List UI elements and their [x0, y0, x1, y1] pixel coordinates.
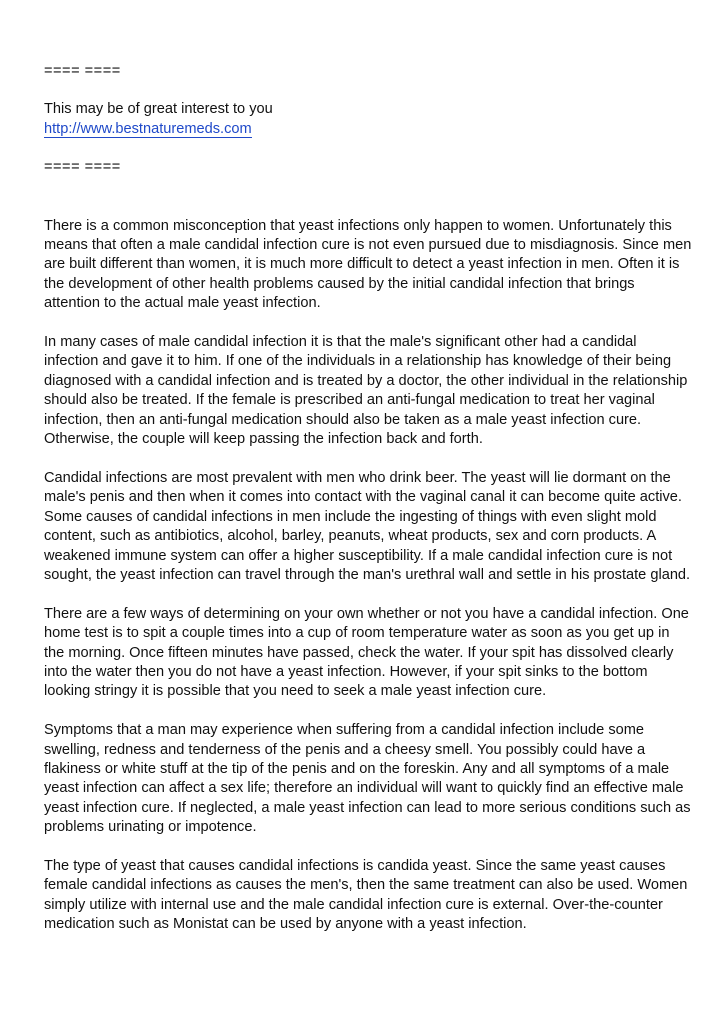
spacer: [44, 139, 692, 158]
document-page: [44, 62, 692, 954]
spacer: [44, 81, 692, 100]
paragraph: Symptoms that a man may experience when suffering from a candidal infection include some swelling, redness and tenderness of the penis and a cheesy smell. You possibly could have a flakiness or white stuff at the tip of the penis and on the foreskin. Any and all symptoms of a male yeast infection can affect a sex life; therefore an individual will want to quickly find an effective male yeast infection cure. If neglected, a male yeast infection can lead to more serious conditions such as problems urinating or impotence.: [44, 722, 691, 836]
article-body: [44, 217, 692, 935]
paragraph: There are a few ways of determining on your own whether or not you have a candidal infection. One home test is to spit a couple times into a cup of room temperature water as soon as you get up in the morning. Once fifteen minutes have passed, check the water. If your spit has dissolved clearly into the water then you do not have a yeast infection. However, if your spit sinks to the bottom looking stringy it is possible that you need to seek a male yeast infection cure.: [44, 605, 689, 700]
separator-top: ==== ====: [44, 63, 121, 79]
paragraph: The type of yeast that causes candidal infections is candida yeast. Since the same yeast causes female candidal infections as causes the men's, then the same treatment can also be used. Women simply utilize with internal use and the male candidal infection cure is external. Over-the-counter medication such as Monistat can be used by anyone with a yeast infection.: [44, 857, 688, 933]
paragraph: In many cases of male candidal infection it is that the male's significant other had a candidal infection and gave it to him. If one of the individuals in a relationship has knowledge of their being diagnosed with a candidal infection and is treated by a doctor, the other individual in the relationship should also be treated. If the female is prescribed an anti-fungal medication to treat her vaginal infection, then an anti-fungal medication should also be taken as a male yeast infection cure. Otherwise, the couple will keep passing the infection back and forth.: [44, 334, 688, 448]
paragraph: Candidal infections are most prevalent with men who drink beer. The yeast will lie dormant on the male's penis and then when it comes into contact with the vaginal canal it can become quite active. Some causes of candidal infections in men include the ingesting of things with even slight mold content, such as antibiotics, alcohol, barley, peanuts, wheat products, sex and corn products. A weakened immune system can offer a higher susceptibility. If a male candidal infection cure is not sought, the yeast infection can travel through the man's urethral wall and settle in his prostate gland.: [44, 469, 691, 583]
spacer: [44, 178, 692, 217]
paragraph: There is a common misconception that yeast infections only happen to women. Unfortunately this means that often a male candidal infection cure is not even pursued due to misdiagnosis. Since men are built different than women, it is much more difficult to detect a yeast infection in men. Often it is the development of other health problems caused by the initial candidal infection that brings attention to the actual male yeast infection.: [44, 217, 692, 312]
link-line: [44, 120, 692, 139]
intro-text: This may be of great interest to you: [44, 101, 273, 118]
website-link[interactable]: http://www.bestnaturemeds.com: [44, 120, 252, 137]
separator-bottom: ==== ====: [44, 159, 121, 176]
